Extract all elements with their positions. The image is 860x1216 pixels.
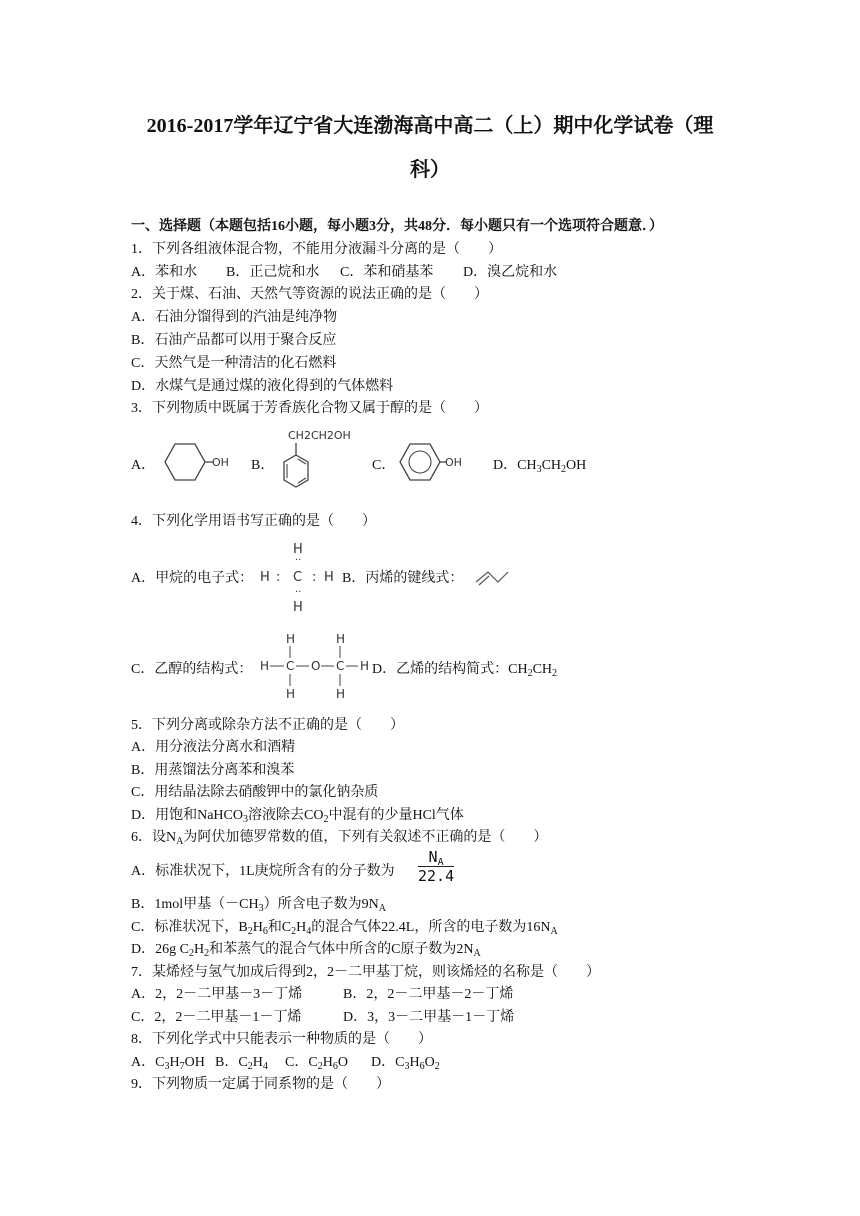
- q6-c-text: H: [252, 920, 263, 935]
- q6-b-sub: 3: [258, 903, 264, 914]
- q6-d-text: H: [193, 942, 205, 957]
- q8-c-sub: 6: [332, 1061, 338, 1072]
- q8-c-text: O: [337, 1055, 348, 1070]
- h-atom-label: H: [260, 659, 270, 673]
- q8-d-sub: 3: [404, 1061, 410, 1072]
- h-atom-label: H: [286, 687, 296, 701]
- q8-b-text: H: [252, 1055, 263, 1070]
- q7-options-row-1: [131, 985, 513, 1005]
- q3-d-sub: 2: [561, 464, 567, 475]
- q6-c-text: H: [296, 920, 307, 935]
- h-atom-label: H: [286, 632, 296, 646]
- q8-c-text: C．C: [285, 1055, 318, 1070]
- h-atom-label: H: [336, 632, 346, 646]
- q3-stem: 3．下列物质中既属于芳香族化合物又属于醇的是（ ）: [131, 401, 488, 416]
- q8-option-b: [215, 1053, 285, 1073]
- q8-a-text: H: [169, 1055, 180, 1070]
- q8-option-d: [371, 1053, 440, 1073]
- q6-b-sub: A: [378, 903, 386, 914]
- q5-d-text: 溶液除去CO: [248, 808, 324, 823]
- q3-option-b: B．: [251, 458, 275, 473]
- q5-d-text: 中混有的少量HCl气体: [328, 808, 464, 823]
- q3-d-text: CH: [541, 458, 562, 473]
- q7-option-b: B．2，2－二甲基－2－丁烯: [343, 987, 514, 1002]
- q5-stem: 5．下列分离或除杂方法不正确的是（ ）: [131, 718, 404, 733]
- svg-text::: :: [276, 570, 281, 585]
- c-atom-label: C: [336, 659, 345, 673]
- q4-option-a: A．甲烷的电子式：: [131, 571, 254, 586]
- q5-option-d: [131, 806, 464, 826]
- q1-options: [131, 263, 557, 283]
- q6-option-b: [131, 895, 386, 915]
- q4-stem: 4．下列化学用语书写正确的是（ ）: [131, 514, 376, 529]
- svg-text:··: ··: [295, 555, 302, 566]
- q6-c-sub: A: [550, 926, 558, 937]
- q8-a-text: OH: [184, 1055, 205, 1070]
- q6-c-sub: 2: [291, 926, 297, 937]
- q8-a-text: A．C: [131, 1055, 165, 1070]
- q2-option-d: D．水煤气是通过煤的液化得到的气体燃料: [131, 379, 394, 394]
- phenol-structure: [393, 440, 473, 490]
- h-atom-label: H: [336, 687, 346, 701]
- svg-text::: :: [312, 570, 317, 585]
- q8-b-sub: 4: [262, 1061, 268, 1072]
- h-atom-label: H: [293, 542, 303, 557]
- c-atom-label: C: [293, 570, 303, 585]
- q3-d-sub: 3: [536, 464, 542, 475]
- q2-stem: 2．关于煤、石油、天然气等资源的说法正确的是（ ）: [131, 287, 488, 302]
- q6-stem-text: 为阿伏加德罗常数的值，下列有关叙述不正确的是（ ）: [183, 830, 548, 845]
- h-atom-label: H: [360, 659, 370, 673]
- q8-b-sub: 2: [247, 1061, 253, 1072]
- h-atom-label: H: [260, 570, 270, 585]
- q3-a-oh-label: OH: [212, 456, 229, 469]
- exam-title: [110, 104, 750, 192]
- ethanol-structural-formula: [258, 630, 374, 702]
- q1-option-c: C．苯和硝基苯: [340, 265, 434, 280]
- q4-d-text: D．乙烯的结构简式：CH: [372, 662, 528, 677]
- q6-option-d: [131, 940, 481, 960]
- q5-d-sub: 2: [323, 814, 329, 825]
- q6-c-text: C．标准状况下，B: [131, 920, 248, 935]
- o-atom-label: O: [311, 659, 321, 673]
- q8-option-c: [285, 1053, 371, 1073]
- q6-option-c: [131, 918, 558, 938]
- q9-stem: 9．下列物质一定属于同系物的是（ ）: [131, 1077, 390, 1092]
- q6-c-text: 的混合气体22.4L，所含的电子数为16N: [311, 920, 551, 935]
- fraction-numerator: [418, 848, 454, 867]
- q6-stem: [131, 828, 547, 848]
- section-heading: 一、选择题（本题包括16小题，每小题3分，共48分．每小题只有一个选项符合题意．）: [131, 219, 663, 234]
- q8-a-sub: 7: [179, 1061, 185, 1072]
- fraction-denominator: 22.4: [418, 867, 455, 885]
- q6-c-sub: 4: [306, 926, 312, 937]
- q7-stem: 7．某烯烃与氢气加成后得到2，2－二甲基丁烷，则该烯烃的名称是（ ）: [131, 965, 600, 980]
- title-line-2: 科）: [410, 159, 450, 181]
- q3-option-c: C．: [372, 458, 396, 473]
- q8-b-text: B．C: [215, 1055, 248, 1070]
- q8-d-text: H: [409, 1055, 420, 1070]
- q6-option-a: A．标准状况下，1L庚烷所含有的分子数为: [131, 864, 395, 879]
- q4-d-sub: 2: [527, 668, 533, 679]
- q6-d-text: 和苯蒸气的混合气体中所含的C原子数为2N: [209, 942, 474, 957]
- q5-option-c: C．用结晶法除去硝酸钾中的氯化钠杂质: [131, 785, 379, 800]
- q7-option-d: D．3，3－二甲基－1－丁烯: [343, 1010, 515, 1025]
- q8-option-a: [131, 1053, 215, 1073]
- phenylethanol-structure: [268, 425, 368, 500]
- q7-option-c: C．2，2－二甲基－1－丁烯: [131, 1010, 302, 1025]
- methane-electron-formula: [258, 539, 338, 617]
- svg-text:··: ··: [295, 587, 302, 598]
- q2-option-a: A．石油分馏得到的汽油是纯净物: [131, 310, 338, 325]
- q4-option-d: [372, 660, 557, 680]
- q3-c-oh-label: OH: [445, 456, 462, 469]
- q3-option-a: A．: [131, 458, 156, 473]
- h-atom-label: H: [293, 600, 303, 615]
- q6-fraction: [418, 848, 454, 885]
- title-line-1: 2016-2017学年辽宁省大连渤海高中高二（上）期中化学试卷（理: [146, 115, 714, 137]
- numerator-text: N: [428, 848, 438, 866]
- q8-d-text: D．C: [371, 1055, 405, 1070]
- q2-option-b: B．石油产品都可以用于聚合反应: [131, 333, 337, 348]
- q2-option-c: C．天然气是一种清洁的化石燃料: [131, 356, 337, 371]
- q1-option-b: B．正己烷和水: [226, 265, 320, 280]
- propene-skeletal-formula: [474, 566, 510, 588]
- q1-option-a: A．苯和水: [131, 265, 198, 280]
- q8-options: [131, 1053, 440, 1073]
- q1-stem: 1．下列各组液体混合物，不能用分液漏斗分离的是（ ）: [131, 242, 502, 257]
- q4-option-b: B．丙烯的键线式：: [342, 571, 464, 586]
- q6-b-text: B．1mol甲基（－CH: [131, 897, 259, 912]
- q8-d-sub: 2: [434, 1061, 440, 1072]
- q5-d-text: D．用饱和NaHCO: [131, 808, 243, 823]
- q8-d-sub: 6: [419, 1061, 425, 1072]
- q5-option-a: A．用分液法分离水和酒精: [131, 740, 296, 755]
- q5-option-b: B．用蒸馏法分离苯和溴苯: [131, 763, 295, 778]
- q8-c-text: H: [322, 1055, 333, 1070]
- h-atom-label: H: [324, 570, 334, 585]
- q1-option-d: D．溴乙烷和水: [463, 265, 558, 280]
- q6-d-sub: 2: [204, 948, 210, 959]
- q4-option-c: C．乙醇的结构式：: [131, 662, 253, 677]
- q8-c-sub: 2: [317, 1061, 323, 1072]
- q6-c-text: 和C: [267, 920, 292, 935]
- q8-a-sub: 3: [164, 1061, 170, 1072]
- q6-stem-text: 6．设N: [131, 830, 177, 845]
- q8-stem: 8．下列化学式中只能表示一种物质的是（ ）: [131, 1032, 432, 1047]
- q5-d-sub: 3: [243, 814, 248, 825]
- q3-d-text: D．CH: [493, 458, 537, 473]
- q6-d-sub: 2: [188, 948, 194, 959]
- q6-c-sub: 2: [247, 926, 253, 937]
- q6-b-text: ）所含电子数为9N: [263, 897, 379, 912]
- q6-d-sub: A: [473, 948, 481, 959]
- q6-stem-sub: A: [176, 836, 184, 847]
- q6-c-sub: 6: [262, 926, 268, 937]
- c-atom-label: C: [286, 659, 295, 673]
- q4-d-sub: 2: [552, 668, 558, 679]
- q3-b-side-chain-label: CH2CH2OH: [288, 429, 351, 442]
- q6-d-text: D．26g C: [131, 942, 189, 957]
- q7-option-a: A．2，2－二甲基－3－丁烯: [131, 987, 303, 1002]
- q3-d-text: OH: [566, 458, 587, 473]
- cyclohexanol-structure: [155, 440, 229, 490]
- numerator-sub: A: [437, 857, 444, 868]
- q7-options-row-2: [131, 1008, 514, 1028]
- q8-d-text: O: [424, 1055, 435, 1070]
- q4-d-text: CH: [532, 662, 553, 677]
- q3-option-d: [493, 456, 586, 476]
